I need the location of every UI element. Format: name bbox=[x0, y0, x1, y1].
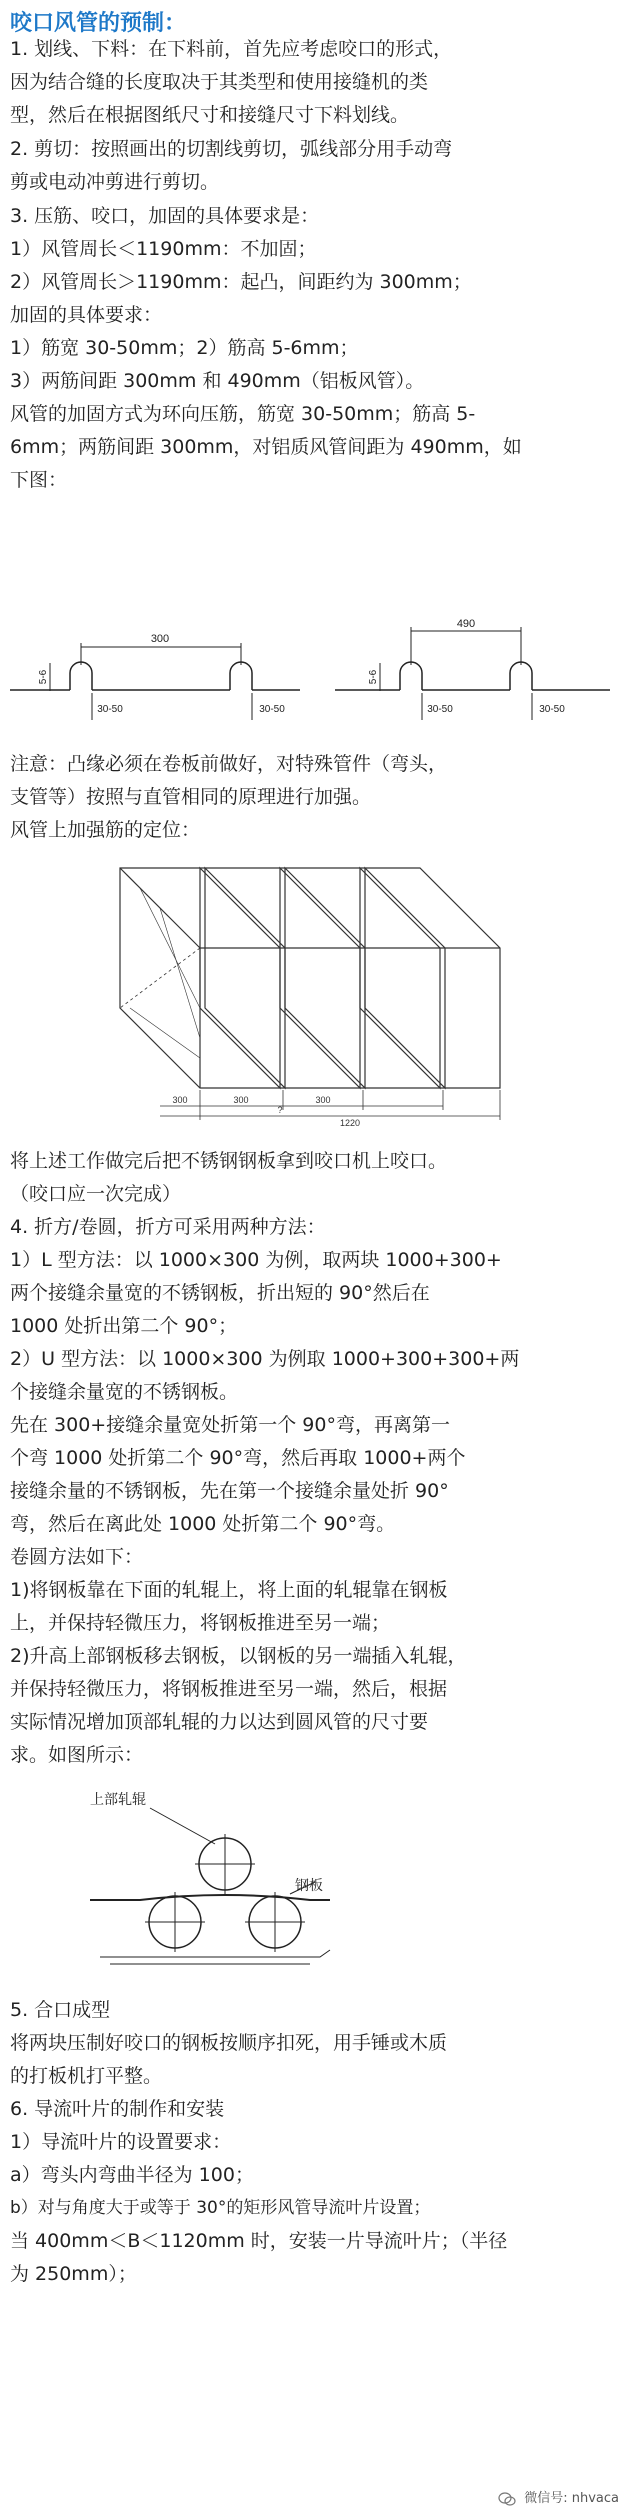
paragraph-line: 4. 折方/卷圆，折方可采用两种方法： bbox=[10, 1216, 326, 1238]
paragraph-line: 将上述工作做完后把不锈钢钢板拿到咬口机上咬口。 bbox=[10, 1150, 448, 1172]
duct-dim-label: 1220 bbox=[339, 1118, 361, 1128]
paragraph-line: a）弯头内弯曲半径为 100； bbox=[10, 2164, 254, 2186]
paragraph-line: 卷圆方法如下： bbox=[10, 1546, 144, 1568]
paragraph-line: 1)将钢板靠在下面的轧辊上，将上面的轧辊靠在钢板 bbox=[10, 1579, 448, 1601]
rib-spacing-label: 300 bbox=[150, 633, 170, 645]
roller-shapes bbox=[90, 1808, 330, 1964]
paragraph-line: 1. 划线、下料：在下料前，首先应考虑咬口的形式， bbox=[10, 38, 453, 60]
paragraph-line: 6. 导流叶片的制作和安装 bbox=[10, 2098, 225, 2120]
paragraph-line: 风管上加强筋的定位： bbox=[10, 819, 201, 841]
duct-dim-label: 300 bbox=[172, 1095, 188, 1105]
paragraph-line: 2）风管周长＞1190mm：起凸，间距约为 300mm； bbox=[10, 271, 472, 293]
paragraph-line: 个接缝余量宽的不锈钢板。 bbox=[10, 1381, 239, 1403]
paragraph-line: 的打板机打平整。 bbox=[10, 2065, 163, 2087]
rib-figures bbox=[10, 615, 625, 735]
paragraph-line: 并保持轻微压力，将钢板推进至另一端，然后，根据 bbox=[10, 1678, 448, 1700]
rib-width-label: 30-50 bbox=[427, 704, 453, 715]
duct-outline bbox=[120, 868, 500, 1120]
rib-width-label: 30-50 bbox=[259, 704, 285, 715]
watermark bbox=[498, 2487, 619, 2506]
duct-diagram bbox=[100, 858, 550, 1128]
rib-width-label: 30-50 bbox=[539, 704, 565, 715]
paragraph-line: 为 250mm）； bbox=[10, 2263, 137, 2285]
duct-dim-label: 300 bbox=[315, 1095, 331, 1105]
paragraph-line: 因为结合缝的长度取决于其类型和使用接缝机的类 bbox=[10, 71, 429, 93]
paragraph-line: b）对与角度大于或等于 30°的矩形风管导流叶片设置； bbox=[10, 2198, 431, 2218]
paragraph-line: 当 400mm＜B＜1120mm 时，安装一片导流叶片；（半径 bbox=[10, 2230, 508, 2252]
paragraph-line: 风管的加固方式为环向压筋，筋宽 30-50mm；筋高 5- bbox=[10, 403, 476, 425]
paragraph-line: 求。如图所示： bbox=[10, 1744, 144, 1766]
paragraph-line: 弯，然后在离此处 1000 处折第二个 90°弯。 bbox=[10, 1513, 396, 1535]
paragraph-line: 1000 处折出第二个 90°； bbox=[10, 1315, 238, 1337]
paragraph-line: 2）U 型方法：以 1000×300 为例取 1000+300+300+两 bbox=[10, 1348, 520, 1370]
roller-diagram bbox=[70, 1782, 400, 1972]
rib-spacing-label: 490 bbox=[456, 618, 476, 630]
rib-figure-300 bbox=[10, 643, 300, 720]
paragraph-line: 1）L 型方法：以 1000×300 为例，取两块 1000+300+ bbox=[10, 1249, 502, 1271]
paragraph-line: 将两块压制好咬口的钢板按顺序扣死，用手锤或木质 bbox=[10, 2032, 448, 2054]
paragraph-line: 上，并保持轻微压力，将钢板推进至另一端； bbox=[10, 1612, 391, 1634]
paragraph-line: 支管等）按照与直管相同的原理进行加强。 bbox=[10, 786, 372, 808]
paragraph-line: 接缝余量的不锈钢板，先在第一个接缝余量处折 90° bbox=[10, 1480, 449, 1502]
paragraph-line: 先在 300+接缝余量宽处折第一个 90°弯，再离第一 bbox=[10, 1414, 450, 1436]
paragraph-line: 5. 合口成型 bbox=[10, 1999, 111, 2021]
upper-roller-label: 上部轧辊 bbox=[90, 1792, 146, 1808]
paragraph-line: 2)升高上部钢板移去钢板，以钢板的另一端插入轧辊， bbox=[10, 1645, 467, 1667]
paragraph-line: 型，然后在根据图纸尺寸和接缝尺寸下料划线。 bbox=[10, 104, 410, 126]
paragraph-line: （咬口应一次完成） bbox=[10, 1183, 182, 1205]
duct-dim-label: 300 bbox=[233, 1095, 249, 1105]
rib-width-label: 30-50 bbox=[97, 704, 123, 715]
watermark-text: 微信号: nhvaca bbox=[524, 2491, 619, 2506]
rib-diagram bbox=[10, 615, 625, 735]
wechat-icon bbox=[498, 2492, 516, 2506]
paragraph-line: 2. 剪切：按照画出的切割线剪切，弧线部分用手动弯 bbox=[10, 138, 453, 160]
rib-height-label: 5-6 bbox=[368, 669, 379, 685]
duct-dim-label: ? bbox=[277, 1105, 283, 1115]
paragraph-line: 实际情况增加顶部轧辊的力以达到圆风管的尺寸要 bbox=[10, 1711, 429, 1733]
paragraph-line: 3）两筋间距 300mm 和 490mm（铝板风管）。 bbox=[10, 370, 425, 392]
paragraph-line: 1）风管周长＜1190mm：不加固； bbox=[10, 238, 317, 260]
plate-label: 钢板 bbox=[295, 1878, 323, 1894]
paragraph-line: 下图： bbox=[10, 469, 68, 491]
paragraph-line: 6mm；两筋间距 300mm，对铝质风管间距为 490mm，如 bbox=[10, 436, 522, 458]
paragraph-line: 剪或电动冲剪进行剪切。 bbox=[10, 171, 220, 193]
paragraph-line: 注意：凸缘必须在卷板前做好，对特殊管件（弯头， bbox=[10, 753, 448, 775]
paragraph-line: 3. 压筋、咬口，加固的具体要求是： bbox=[10, 205, 320, 227]
paragraph-line: 个弯 1000 处折第二个 90°弯，然后再取 1000+两个 bbox=[10, 1447, 466, 1469]
section-title: 咬口风管的预制： bbox=[10, 11, 187, 36]
paragraph-line: 1）导流叶片的设置要求： bbox=[10, 2131, 232, 2153]
paragraph-line: 1）筋宽 30-50mm；2）筋高 5-6mm； bbox=[10, 337, 359, 359]
paragraph-line: 加固的具体要求： bbox=[10, 304, 163, 326]
rib-height-label: 5-6 bbox=[38, 669, 49, 685]
roller-figure bbox=[70, 1782, 400, 1972]
paragraph-line: 两个接缝余量宽的不锈钢板，折出短的 90°然后在 bbox=[10, 1282, 430, 1304]
duct-stiffener-figure bbox=[100, 858, 550, 1128]
